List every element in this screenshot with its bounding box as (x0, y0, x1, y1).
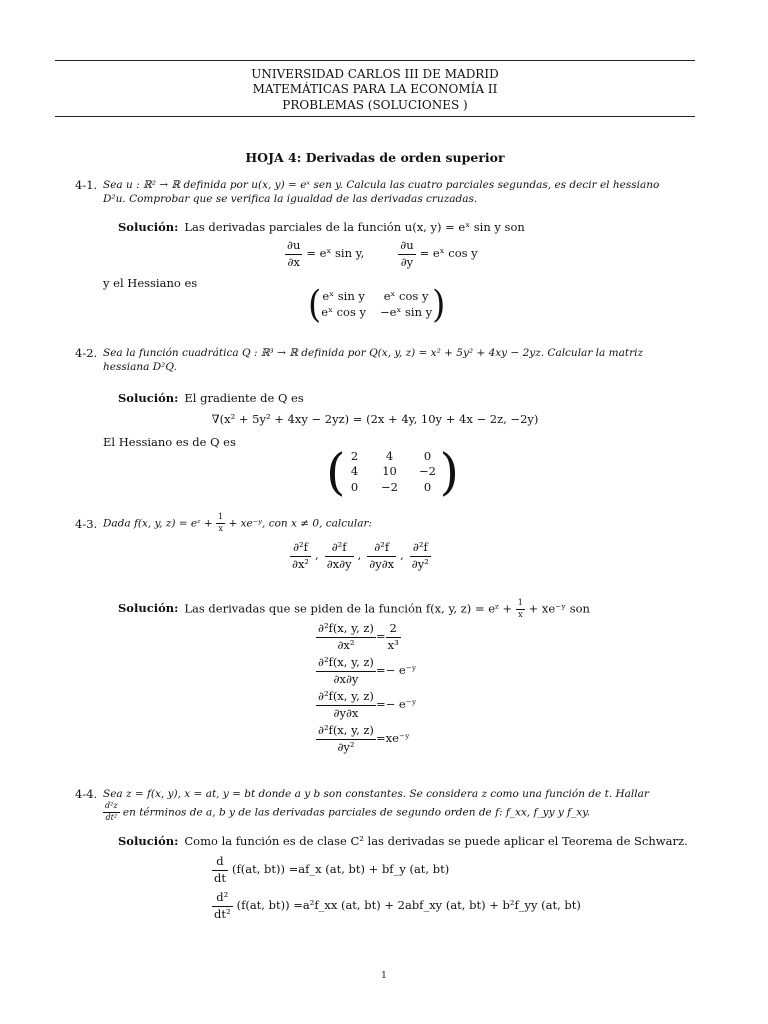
denominator: ∂x∂y (326, 556, 352, 571)
matrix-entry: 10 (382, 464, 397, 479)
equals-sign: = (375, 731, 386, 746)
problem-statement (103, 346, 695, 374)
solution-text: El gradiente de Q es (184, 391, 304, 405)
fraction: $\frac{1}{x}$ (517, 598, 523, 619)
header-university: UNIVERSIDAD CARLOS III DE MADRID (251, 67, 499, 81)
equation-text: = eˣ cos y (419, 246, 478, 261)
gradient-equation: ∇(x² + 5y² + 4xy − 2yz) = (2x + 4y, 10y + 4x − 2z, −2y) (211, 412, 539, 426)
separator: , (315, 548, 319, 563)
numerator: ∂²f (293, 540, 308, 554)
fraction: $\frac{d}{dt}$ (214, 853, 226, 885)
solution-text: Las derivadas que se piden de la función f(x, y, z) = eᶻ + (184, 601, 516, 616)
matrix-entry: 2 (350, 448, 359, 463)
asked-derivatives (290, 540, 431, 572)
header-bottom-rule (55, 116, 695, 117)
second-derivative-results (316, 620, 417, 756)
header-subtitle: PROBLEMAS (SOLUCIONES ) (282, 97, 468, 112)
problem-number: 4-2. (75, 346, 98, 360)
solution-label: Solución: (118, 834, 179, 848)
asked-derivative (325, 540, 362, 572)
solution-label: Solución: (118, 220, 179, 234)
denominator: x³ (387, 637, 399, 652)
solution-intro (118, 834, 698, 850)
top-rule (55, 60, 695, 61)
denominator: ∂y² (316, 739, 376, 756)
denominator: ∂y² (411, 556, 429, 571)
numerator: ∂²f(x, y, z) (318, 620, 374, 635)
numerator: ∂²f (331, 540, 347, 554)
matrix-entry: 4 (385, 448, 394, 463)
matrix-entry: eˣ sin y (322, 289, 365, 304)
matrix-entry: eˣ cos y (383, 289, 429, 304)
matrix-entry: eˣ cos y (321, 305, 367, 319)
matrix-entry: −2 (381, 479, 398, 494)
denominator: ∂x∂y (316, 671, 376, 688)
statement-line: Sea la función cuadrática Q : ℝ³ → ℝ definida por Q(x, y, z) = x² + 5y² + 4xy − 2yz. Calcular la matriz (103, 347, 643, 359)
denominator: ∂x² (292, 556, 310, 571)
first-partials (285, 238, 478, 270)
separator: , (400, 548, 404, 563)
problem-statement (103, 787, 695, 824)
numerator: ∂²f(x, y, z) (318, 722, 374, 737)
solution-label: Solución: (118, 391, 179, 405)
fraction (367, 540, 396, 572)
fraction (316, 655, 376, 687)
solution-text: Las derivadas parciales de la función u(x, y) = eˣ sin y son (184, 220, 525, 234)
solution-intro (118, 598, 698, 621)
numerator: ∂²f (412, 540, 428, 554)
fraction (316, 621, 376, 653)
matrix-entry: 0 (423, 448, 432, 463)
solution-intro (118, 391, 698, 407)
asked-derivative (367, 540, 404, 572)
problem-statement (103, 178, 695, 206)
statement-line: $\frac{\text{d²z}}{\text{dt²}}$ en términos de a, b y de las derivadas parciales de segundo orden de f: f_xx, f_yy y f_xy. (105, 801, 591, 822)
hessian-intro: El Hessiano es de Q es (103, 435, 236, 449)
solution-text: + xe⁻ʸ son (524, 601, 590, 616)
matrix-entry: 4 (350, 464, 359, 479)
result-value: − e⁻ʸ (385, 697, 417, 712)
denominator: ∂y∂x (369, 556, 395, 571)
statement-line: hessiana D²Q. (103, 361, 177, 374)
numerator: 2 (389, 620, 397, 635)
header-course: MATEMÁTICAS PARA LA ECONOMÍA II (252, 82, 498, 97)
equals-sign: = (375, 663, 386, 678)
fraction: $\frac{\text{d²z}}{\text{dt²}}$ (105, 801, 118, 822)
fraction: $\frac{\partial u}{\partial y}$ (400, 238, 414, 269)
result-row (316, 654, 417, 688)
fraction (386, 621, 401, 653)
result-value: xe⁻ʸ (385, 731, 410, 746)
problem-number: 4-1. (75, 178, 98, 192)
matrix-entry: −2 (419, 464, 436, 479)
fraction (316, 689, 376, 721)
hessian-intro: y el Hessiano es (103, 276, 198, 290)
matrix-entry: −eˣ sin y (380, 305, 433, 319)
solution-intro (118, 220, 698, 236)
solution-text: Como la función es de clase C² las derivadas se puede aplicar el Teorema de Schwarz. (184, 834, 688, 848)
page-number: 1 (381, 971, 387, 981)
problem-number: 4-3. (75, 517, 98, 531)
statement-line: Sea z = f(x, y), x = at, y = bt donde a y b son constantes. Se considera z como una función de t. Hallar (103, 788, 649, 800)
equals-sign: = (375, 629, 386, 644)
hessian-matrix: ( eˣ sin y eˣ cos y eˣ cos y −eˣ sin y ) (308, 283, 446, 327)
sheet-title: HOJA 4: Derivadas de orden superior (245, 150, 505, 165)
equals-sign: = (375, 697, 386, 712)
equation-text: (f(at, bt)) =a²f_xx (at, bt) + 2abf_xy (at, bt) + b²f_yy (at, bt) (236, 898, 581, 913)
denominator: ∂x² (316, 637, 376, 654)
denominator: ∂y∂x (316, 705, 376, 722)
problem-number: 4-4. (75, 787, 98, 801)
fraction: $\frac{\partial u}{\partial x}$ (287, 238, 301, 269)
numerator: ∂²f(x, y, z) (318, 654, 374, 669)
hessian-matrix: ( 2 4 0 4 10 −2 0 −2 0 ) (326, 443, 460, 501)
fraction (410, 540, 431, 572)
matrix-entry: 0 (423, 479, 432, 494)
result-row (316, 620, 417, 654)
equation-text: (f(at, bt)) =af_x (at, bt) + bf_y (at, bt) (231, 862, 450, 877)
numerator: ∂²f(x, y, z) (318, 688, 374, 703)
result-value: − e⁻ʸ (385, 663, 417, 678)
equation-text: = eˣ sin y, (306, 246, 365, 261)
chain-rule-equations (212, 852, 581, 924)
problem-statement: Dada f(x, y, z) = eᶻ + $\frac{1}{x}$ + xe⁻ʸ, con x ≠ 0, calcular: (103, 512, 373, 533)
matrix-entry: 0 (350, 479, 359, 494)
statement-line: Sea u : ℝ² → ℝ definida por u(x, y) = eˣ sen y. Calcula las cuatro parciales segundas, es decir el hessiano (103, 179, 660, 191)
separator: , (357, 548, 362, 563)
fraction (316, 723, 376, 755)
fraction: $\frac{1}{x}$ (218, 512, 224, 533)
statement-line: D²u. Comprobar que se verifica la igualdad de las derivadas cruzadas. (103, 193, 478, 206)
fraction (290, 540, 311, 572)
document-header (55, 67, 695, 113)
result-row (316, 722, 417, 756)
fraction: $\frac{\text{d²}}{\text{dt²}}$ (214, 889, 231, 921)
asked-derivative (290, 540, 319, 572)
numerator: ∂²f (374, 540, 390, 554)
result-row (316, 688, 417, 722)
fraction (325, 540, 354, 572)
solution-label: Solución: (118, 601, 179, 616)
asked-derivative (410, 540, 431, 572)
